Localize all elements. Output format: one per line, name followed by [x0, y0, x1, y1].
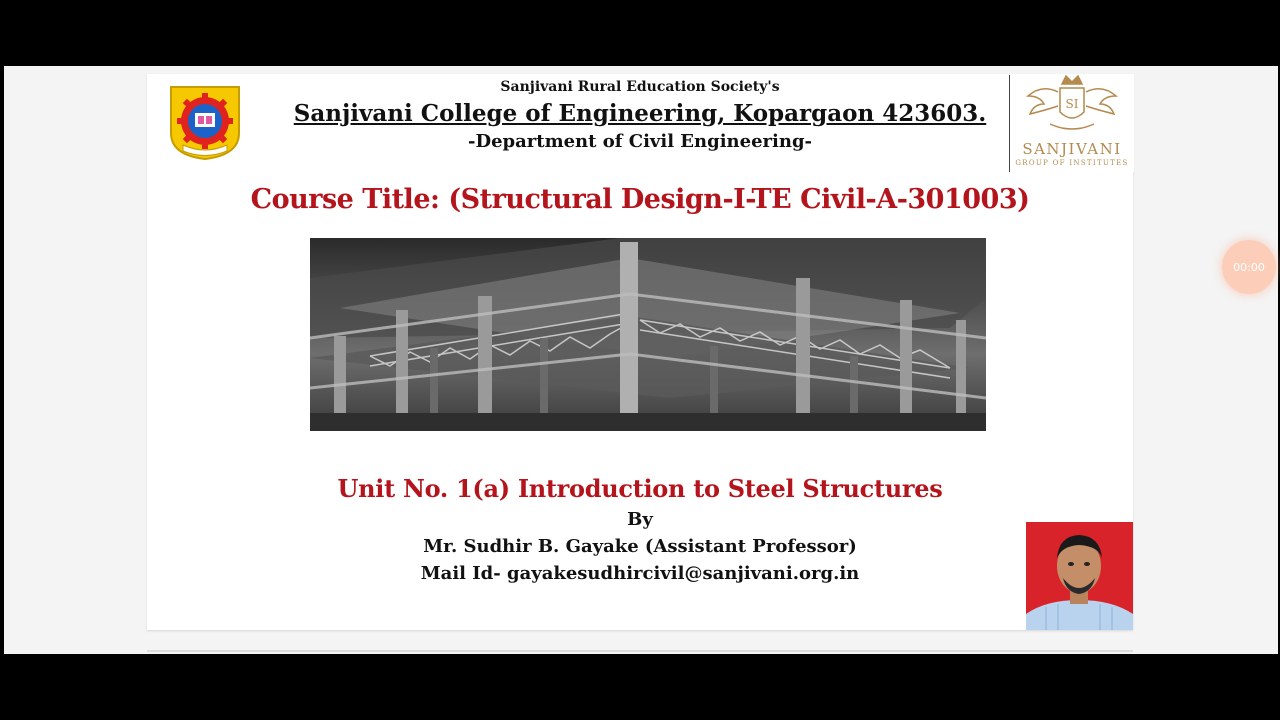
author-photo [1026, 522, 1133, 630]
slide-divider [147, 650, 1133, 652]
by-label: By [627, 509, 653, 530]
department-name: -Department of Civil Engineering- [467, 131, 812, 152]
college-name: Sanjivani College of Engineering, Kopargaon 423603. [293, 100, 987, 127]
author-name: Mr. Sudhir B. Gayake (Assistant Professor) [423, 536, 857, 557]
recording-timer[interactable] [1222, 240, 1276, 294]
timer-text: 00:00 [1233, 260, 1265, 274]
unit-title: Unit No. 1(a) Introduction to Steel Structures [337, 474, 943, 503]
svg-text:SI: SI [1065, 97, 1079, 111]
group-logo-subtitle: GROUP OF INSTITUTES [1015, 159, 1129, 167]
steel-structure-image [310, 238, 986, 431]
crest-icon [1010, 74, 1134, 140]
group-logo-brand: SANJIVANI [1022, 140, 1122, 158]
group-logo [1010, 74, 1134, 172]
college-logo [165, 83, 245, 161]
author-email: Mail Id- gayakesudhircivil@sanjivani.org.in [420, 563, 860, 584]
course-title: Course Title: (Structural Design-I-TE Civil-A-301003) [250, 184, 1030, 215]
society-name: Sanjivani Rural Education Society's [500, 79, 780, 95]
